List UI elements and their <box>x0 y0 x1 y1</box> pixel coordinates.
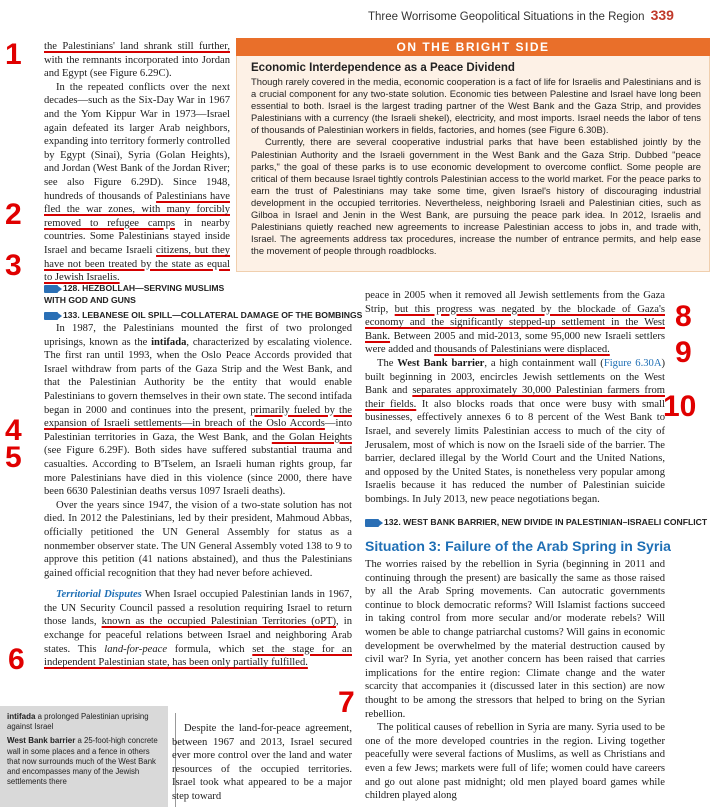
glossary-intifada: intifada a prolonged Palestinian uprising against Israel <box>7 712 149 732</box>
video-camera-icon <box>44 312 58 320</box>
bright-side-body <box>251 76 701 257</box>
annotation-number-4: 4 <box>5 414 22 447</box>
paragraph-territorial-disputes: Territorial Disputes When Israel occupied Palestinian lands in 1967, the UN Security Council passed a resolution requiring Israel to return those lands, known as the occupied Palestinian Territories (oPT), in exchange for peaceful relations between Israel and neighboring Arab states. This land-for-peace formula, which set the stage for an independent Palestinian state, has been only partially fulfilled. <box>44 589 352 669</box>
bright-side-paragraph: Currently, there are several cooperative industrial parks that have been established jointly by the Palestinian Authority and the Israeli government in the West Bank and the Gaza Strip. Dubbed "peace parks," the goal of these parks is to use economic development to overcome conflict. Some people are critical of them because Israel tightly controls Palestinian access to the world market. For the peace parks to earn the trust of Palestinians may take some time, given Israel's history of discouraging industrial development in the occupied territories. Nevertheless, neighboring Israeli and Palestinian cities, such as Gilboa in Israel and Jenin in the West Bank, are pursuing the peace park idea. In 2012, Israelis and Palestinians quietly reached new agreements to increase Palestinian access to jobs in, and trade with, Israel. The agreements address tax procedures, increase the number of entrance permits, and help ease the movement of people through roadblocks. <box>251 136 701 257</box>
underline-3: citizens, but they have not been treated by the state as equal to Jewish Israelis. <box>44 244 231 284</box>
video-camera-icon <box>44 285 58 293</box>
right-column-top <box>365 289 665 507</box>
video-link-128[interactable]: 128. HEZBOLLAH—SERVING MUSLIMS WITH GOD AND GUNS <box>44 283 225 305</box>
underline-9: thousands of Palestinians were displaced. <box>434 344 610 356</box>
annotation-number-8: 8 <box>675 300 692 333</box>
term-land-for-peace: land-for-peace <box>104 643 168 655</box>
video-link-133[interactable]: 133. LEBANESE OIL SPILL—COLLATERAL DAMAGE OF THE BOMBINGS <box>44 309 364 321</box>
left-column-bottom <box>172 722 352 804</box>
right-column-lower <box>365 558 665 803</box>
term-west-bank-barrier: West Bank barrier <box>397 357 485 369</box>
paragraph-gaza: peace in 2005 when it removed all Jewish settlements from the Gaza Strip, but this progress was negated by the blockade of Gaza's economy and the significantly stepped-up settlement in the West Bank. Between 2005 and mid-2013, some 95,000 new Israeli settlers were added and thousands of Palestinians were displaced. <box>365 290 665 356</box>
figure-ref-6-30a[interactable]: Figure 6.30A <box>603 357 662 369</box>
annotation-number-5: 5 <box>5 441 22 474</box>
annotation-number-6: 6 <box>8 643 25 676</box>
running-header <box>368 7 674 23</box>
glossary-margin-box <box>0 706 168 807</box>
section-heading-situation-3: Situation 3: Failure of the Arab Spring in Syria <box>365 538 671 554</box>
annotation-number-10: 10 <box>663 390 697 423</box>
running-title: Three Worrisome Geopolitical Situations in the Region <box>368 11 645 23</box>
annotation-number-2: 2 <box>5 198 22 231</box>
underline-10: separates approximately 30,000 Palestinian farmers from their fields. <box>365 385 665 410</box>
annotation-number-1: 1 <box>5 38 22 71</box>
paragraph-land-shrank: the Palestinians' land shrank still further, with the remnants incorporated into Jordan and Egypt (see Figure 6.29C). <box>44 41 230 80</box>
annotation-number-7: 7 <box>338 686 355 719</box>
paragraph-despite: Despite the land-for-peace agreement, between 1967 and 2013, Israel secured ever more control over the land and water resources of the occupied territories. Israel took what appeared to be a major step toward <box>172 723 352 802</box>
paragraph-syria-causes: The political causes of rebellion in Syria are many. Syria used to be one of the more developed countries in the region. Living together peacefully were several factions of Muslims, as well as Christians and even a few Jews; markets were full of life; women could have careers and go out alone past midnight; old men played board games while children played along <box>365 722 665 802</box>
annotation-number-9: 9 <box>675 336 692 369</box>
bright-side-title: Economic Interdependence as a Peace Dividend <box>251 62 515 74</box>
left-column-lower <box>44 322 352 670</box>
video-camera-icon <box>365 519 379 527</box>
paragraph-intifada: In 1987, the Palestinians mounted the first of two prolonged uprisings, known as the intifada, characterized by escalating violence. The first ran until 1993, when the Oslo Peace Accords provided that Israel withdraw from parts of the Gaza Strip and the West Bank, and that the Palestinian Authority be the entity that would enable Palestinians to govern themselves in their own state. The second intifada began in 2000 and continues into the present, primarily fueled by the expansion of Israeli settlements—in breach of the Oslo Accords—into Palestinian territories in Gaza, the West Bank, and the Golan Heights (see Figure 6.29F). Both sides have suffered substantial trauma and casualties. According to B'Tselem, an Israeli human rights group, far more Palestinians have died in this violence (since 2000, there have been 6630 Palestinian deaths versus 1097 Israeli deaths). <box>44 323 352 498</box>
underline-5: the Golan Heights <box>271 431 352 443</box>
underline-7: set the stage for an independent Palestinian state, has been only partially fulfilled. <box>44 643 352 669</box>
underline-4: primarily fueled by the expansion of Israeli settlements—in breach of the Oslo Accords <box>44 404 352 430</box>
bright-side-paragraph: Though rarely covered in the media, economic cooperation is a fact of life for Israelis and Palestinians and is a crucial component for any two-state solution. Economic ties between Palestine and Israel have long been essential to both. Israel is the largest trading partner of the West Bank and the Gaza Strip, and provides Palestinians with a currency (the Israeli shekel), electricity, and most imports. Israel needs the labor of tens of thousands of Palestinian workers in fields, factories, and homes (see Figure 6.30B). <box>251 76 701 136</box>
paragraph-syria-worries: The worries raised by the rebellion in Syria (beginning in 2011 and continuing through the present) are basically the same as those raised by all the Arab Spring movements. Can autocratic governments continue to block democratic reforms? Will Islamist factions succeed in taking control from more secular and/or moderate rebels? Will women be able to change patriarchal customs? Will gains in economic development be overwhelmed by the material destruction caused by civil war? In Syria, yet another concern has been raised that carries implications for the entire region: Climate change and the water scarcity that accompanies it (discussed later in this section) are now thought to be among the stressors that helped to bring on the Syrian rebellion. <box>365 559 665 720</box>
bright-side-banner: ON THE BRIGHT SIDE <box>236 38 710 56</box>
underline-2: Palestinians have fled the war zones, with many forcibly removed to refugee camps <box>44 190 230 229</box>
underline-8: but this progress was negated by the blockade of Gaza's economy and the significantly stepped-up settlement in the West Bank. <box>365 303 665 342</box>
paragraph-barrier: The West Bank barrier, a high containment wall (Figure 6.30A) built beginning in 2003, encircles Jewish settlements on the West Bank and separates approximately 30,000 Palestinian farmers from their fields. It also blocks roads that once were busy with small businesses, effectively annexes 6 to 8 percent of the West Bank to Israel, and severely limits Palestinian access to much of the city of Jerusalem, most of which is now on the Israeli side of the barrier. The barrier, declared illegal by the World Court and the United Nations, and opposed by the United States, is nonetheless very popular among Israelis because it has reduced the number of Palestinian suicide bombings. In July 2013, new peace negotiations began. <box>365 357 666 505</box>
annotation-number-3: 3 <box>5 249 22 282</box>
left-column-top <box>44 40 230 285</box>
paragraph-two-state: Over the years since 1947, the vision of a two-state solution has not died. In 2012 the Palestinians, led by their president, Mahmoud Abbas, officially petitioned the UN General Assembly for status as a nonmember observer state. The UN General Assembly voted 138 to 9 to approve this petition (41 nations abstained), and thus the Palestinians gained official recognition that they had never before achieved. <box>44 499 352 579</box>
glossary-west-bank-barrier: West Bank barrier a 25-foot-high concrete wall in some places and a fence in others that now surrounds much of the West Bank and encompasses many of the Jewish settlements there <box>7 736 158 787</box>
term-intifada: intifada <box>151 336 187 348</box>
underline-6: known as the occupied Palestinian Territories (oPT) <box>101 616 336 628</box>
paragraph-repeated-conflicts: In the repeated conflicts over the next decades—such as the Six-Day War in 1967 and the Yom Kippur War in 1973—Israel again defeated its larger Arab neighbors, expanding into territory formerly controlled by Egypt (Sinai), Syria (Golan Heights), and Jordan (West Bank of the Jordan River; see also Figure 6.29D). Since 1948, hundreds of thousands of Palestinians have fled the war zones, with many forcibly removed to refugee camps in nearby countries. Some Palestinians stayed inside Israel and became Israeli citizens, but they have not been treated by the state as equal to Jewish Israelis. <box>44 81 231 284</box>
heading-territorial-disputes: Territorial Disputes <box>56 589 142 601</box>
underline-1: the Palestinians' land shrank still further, <box>44 41 230 52</box>
video-link-132[interactable]: 132. WEST BANK BARRIER, NEW DIVIDE IN PALESTINIAN–ISRAELI CONFLICT <box>365 516 710 528</box>
page-number: 339 <box>650 7 674 23</box>
